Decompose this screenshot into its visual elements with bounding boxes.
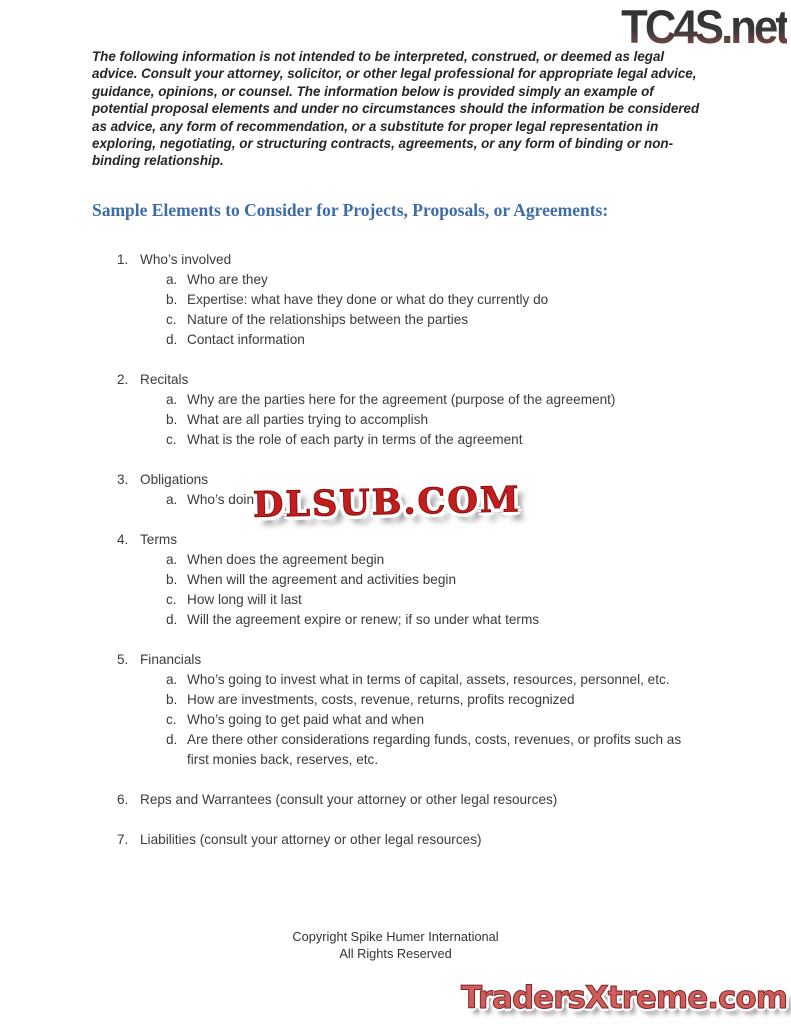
item-label: Reps and Warrantees (consult your attorney or other legal resources) <box>140 792 558 807</box>
sub-item-4d: d. Will the agreement expire or renew; if so under what terms <box>166 612 540 627</box>
item-label: Financials <box>140 652 202 667</box>
item-label: Terms <box>140 532 178 547</box>
sub-item-5a: a. Who’s going to invest what in terms of capital, assets, resources, personnel, etc. <box>166 672 670 687</box>
sub-item-4b: b. When will the agreement and activities begin <box>166 572 457 587</box>
list-item-1 <box>117 250 707 350</box>
item-number: 2. <box>117 372 129 387</box>
item-number: 7. <box>117 832 129 847</box>
list-item-6 <box>117 790 707 810</box>
sub-item-2c: c. What is the role of each party in terms of the agreement <box>166 432 523 447</box>
item-number: 5. <box>117 652 129 667</box>
item-label: Recitals <box>140 372 189 387</box>
item-number: 1. <box>117 252 129 267</box>
legal-disclaimer-paragraph: The following information is not intended to be interpreted, construed, or deemed as legal advice. Consult your attorney, solicitor, or other legal professional for appropriate legal advice, guidance, opinions, or counsel. The information below is provided simply an example of potential proposal elements and under no circumstances should the information be considered as advice, any form of recommendation, or a substitute for proper legal representation in exploring, negotiating, or structuring contracts, agreements, or any form of binding or non-binding relationship. <box>92 49 700 169</box>
sub-item-2a: a. Why are the parties here for the agreement (purpose of the agreement) <box>166 392 616 407</box>
sub-item-4c: c. How long will it last <box>166 592 302 607</box>
sub-item-1c: c. Nature of the relationships between the parties <box>166 312 469 327</box>
list-item-4 <box>117 530 707 630</box>
list-item-7 <box>117 830 707 850</box>
copyright-footer <box>0 929 791 962</box>
sub-item-1a: a. Who are they <box>166 272 268 287</box>
item-label: Who’s involved <box>140 252 232 267</box>
page-title: Sample Elements to Consider for Projects, Proposals, or Agreements: <box>92 200 609 220</box>
sub-item-1b: b. Expertise: what have they done or what do they currently do <box>166 292 549 307</box>
sub-item-5c: c. Who’s going to get paid what and when <box>166 712 425 727</box>
item-label: Liabilities (consult your attorney or other legal resources) <box>140 832 482 847</box>
list-item-5 <box>117 650 707 770</box>
sub-item-3a: a. Who’s doing <box>166 492 262 507</box>
tradersxtreme-watermark: TradersXtreme.com <box>461 980 788 1016</box>
numbered-list <box>117 250 707 850</box>
dlsub-watermark: DLSUB.COM <box>252 479 522 526</box>
sub-item-5b: b. How are investments, costs, revenue, returns, profits recognized <box>166 692 575 707</box>
item-number: 4. <box>117 532 129 547</box>
sub-item-2b: b. What are all parties trying to accomplish <box>166 412 429 427</box>
list-item-2 <box>117 370 707 450</box>
sub-item-1d: d. Contact information <box>166 332 305 347</box>
item-number: 6. <box>117 792 129 807</box>
rights-line: All Rights Reserved <box>339 945 452 961</box>
copyright-line: Copyright Spike Humer International <box>292 929 499 944</box>
sub-item-5d: d. Are there other considerations regarding funds, costs, revenues, or profits such as first monies back, reserves, etc. <box>166 732 682 767</box>
sub-item-4a: a. When does the agreement begin <box>166 552 385 567</box>
item-label: Obligations <box>140 472 209 487</box>
tc4s-watermark: TC4S.net <box>621 0 787 54</box>
item-number: 3. <box>117 472 129 487</box>
